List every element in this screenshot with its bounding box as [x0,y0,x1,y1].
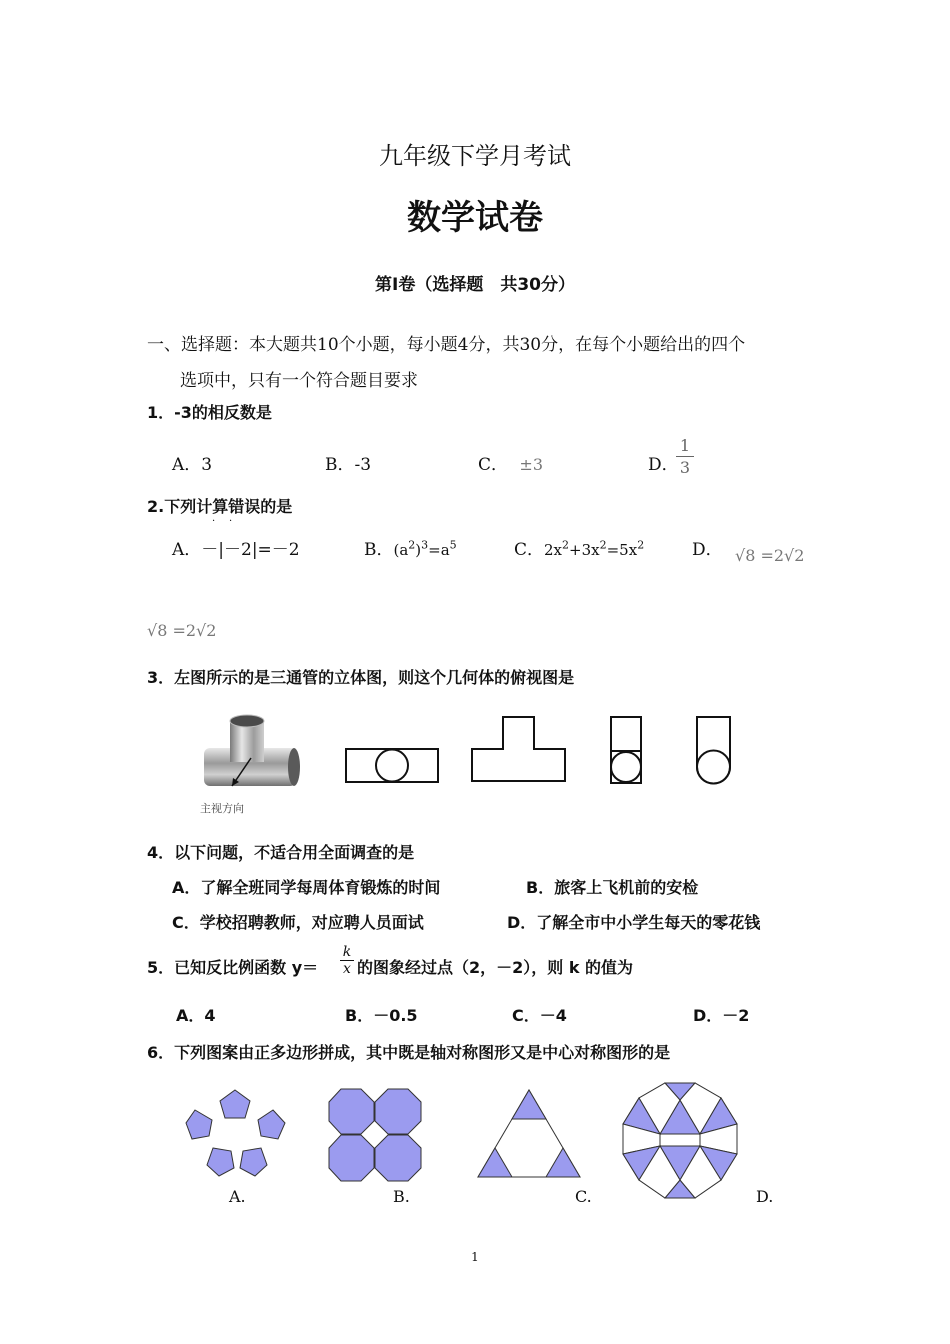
q3-view-tall-rect-circle-b [696,716,734,786]
pattern-d-dodecagon [621,1082,739,1200]
q2-b-sup: 5 [449,538,457,552]
section-instruction-line1: 一、选择题：本大题共10个小题，每小题4分，共30分，在每个小题给出的四个 [147,335,746,355]
q2-option-b-label: B． [364,540,394,560]
exam-title: 数学试卷 [407,198,543,238]
q1-option-d-fraction [676,436,694,477]
q2-c-part: 2x [544,541,563,559]
page-number: 1 [471,1250,479,1264]
q3-view-rect-with-circle [345,748,440,784]
q1-option-c [478,450,543,475]
question-5-stem-pre: 5．已知反比例函数 y＝ [147,958,319,977]
q2-b-part: ) [415,541,422,559]
pattern-label-d: D. [756,1187,774,1206]
q2-c-part: =5x [606,541,638,559]
pattern-c-triangles [476,1088,582,1180]
q2-b-sup: 3 [421,538,429,552]
q3-view-tall-rect-circle-a [610,716,644,786]
q1-option-c-label: C． [478,455,509,475]
part-heading: 第Ⅰ卷（选择题 共30分） [375,275,575,295]
tee-pipe-image [196,712,316,802]
q2-option-d-expression: √8 =2√2 [735,546,805,565]
q1-d-denominator: 3 [679,458,691,477]
q4-option-a: A．了解全班同学每周体育锻炼的时间 [172,878,441,897]
q1-d-numerator: 1 [679,436,691,455]
q1-option-a: A．3 [172,455,213,475]
q2-option-d-expression-repeat: √8 =2√2 [147,621,217,640]
q2-option-c [514,535,644,560]
pattern-label-b: B. [393,1187,410,1206]
question-6-stem: 6．下列图案由正多边形拼成，其中既是轴对称图形又是中心对称图形的是 [147,1043,671,1062]
q5-fraction [340,944,354,977]
q3-view-t-shape [471,716,567,784]
section-instruction-line2: 选项中，只有一个符合题目要求 [180,371,418,391]
q2-c-part: +3x [569,541,600,559]
fraction-bar [676,456,694,457]
q2-c-sup: 2 [599,538,607,552]
emphasis-dot-1: · [212,516,216,527]
exam-subtitle: 九年级下学月考试 [379,142,571,170]
question-3-stem: 3．左图所示的是三通管的立体图，则这个几何体的俯视图是 [147,668,575,687]
question-1-stem: 1．-3的相反数是 [147,403,272,422]
emphasis-dot-2: · [229,516,233,527]
q1-option-d-label: D． [648,455,679,475]
question-4-stem: 4．以下问题，不适合用全面调查的是 [147,843,415,862]
pattern-label-c: C. [575,1187,592,1206]
q5-numerator: k [342,944,352,960]
view-direction-caption: 主视方向 [200,802,244,815]
question-2-stem: 2.下列计算错误的是 [147,497,293,516]
q5-option-d: D．－2 [693,1006,750,1025]
q5-option-b: B．－0.5 [345,1006,418,1025]
q2-option-a: A．－|－2|=－2 [172,540,300,560]
q5-denominator: x [343,961,351,977]
q1-option-c-value: ±3 [519,455,544,474]
q2-b-part: =a [428,541,450,559]
q4-option-d: D．了解全市中小学生每天的零花钱 [507,913,761,932]
q2-option-b [364,535,457,560]
q5-option-c: C．－4 [512,1006,567,1025]
q4-option-b: B．旅客上飞机前的安检 [526,878,699,897]
q5-option-a: A．4 [176,1006,216,1025]
question-5-stem-post: 的图象经过点（2，－2），则 k 的值为 [357,958,634,977]
q2-b-part: (a [393,541,409,559]
pattern-b-octagons [328,1088,422,1182]
q2-option-d-label: D． [692,540,723,560]
q2-c-sup: 2 [562,538,570,552]
q4-option-c: C．学校招聘教师，对应聘人员面试 [172,913,424,932]
q2-option-c-label: C． [514,540,545,560]
q2-b-sup: 2 [408,538,416,552]
q2-c-sup: 2 [637,538,645,552]
q1-option-b: B．-3 [325,455,372,475]
pattern-a-pentagons [185,1088,295,1178]
pattern-label-a: A. [229,1187,246,1206]
